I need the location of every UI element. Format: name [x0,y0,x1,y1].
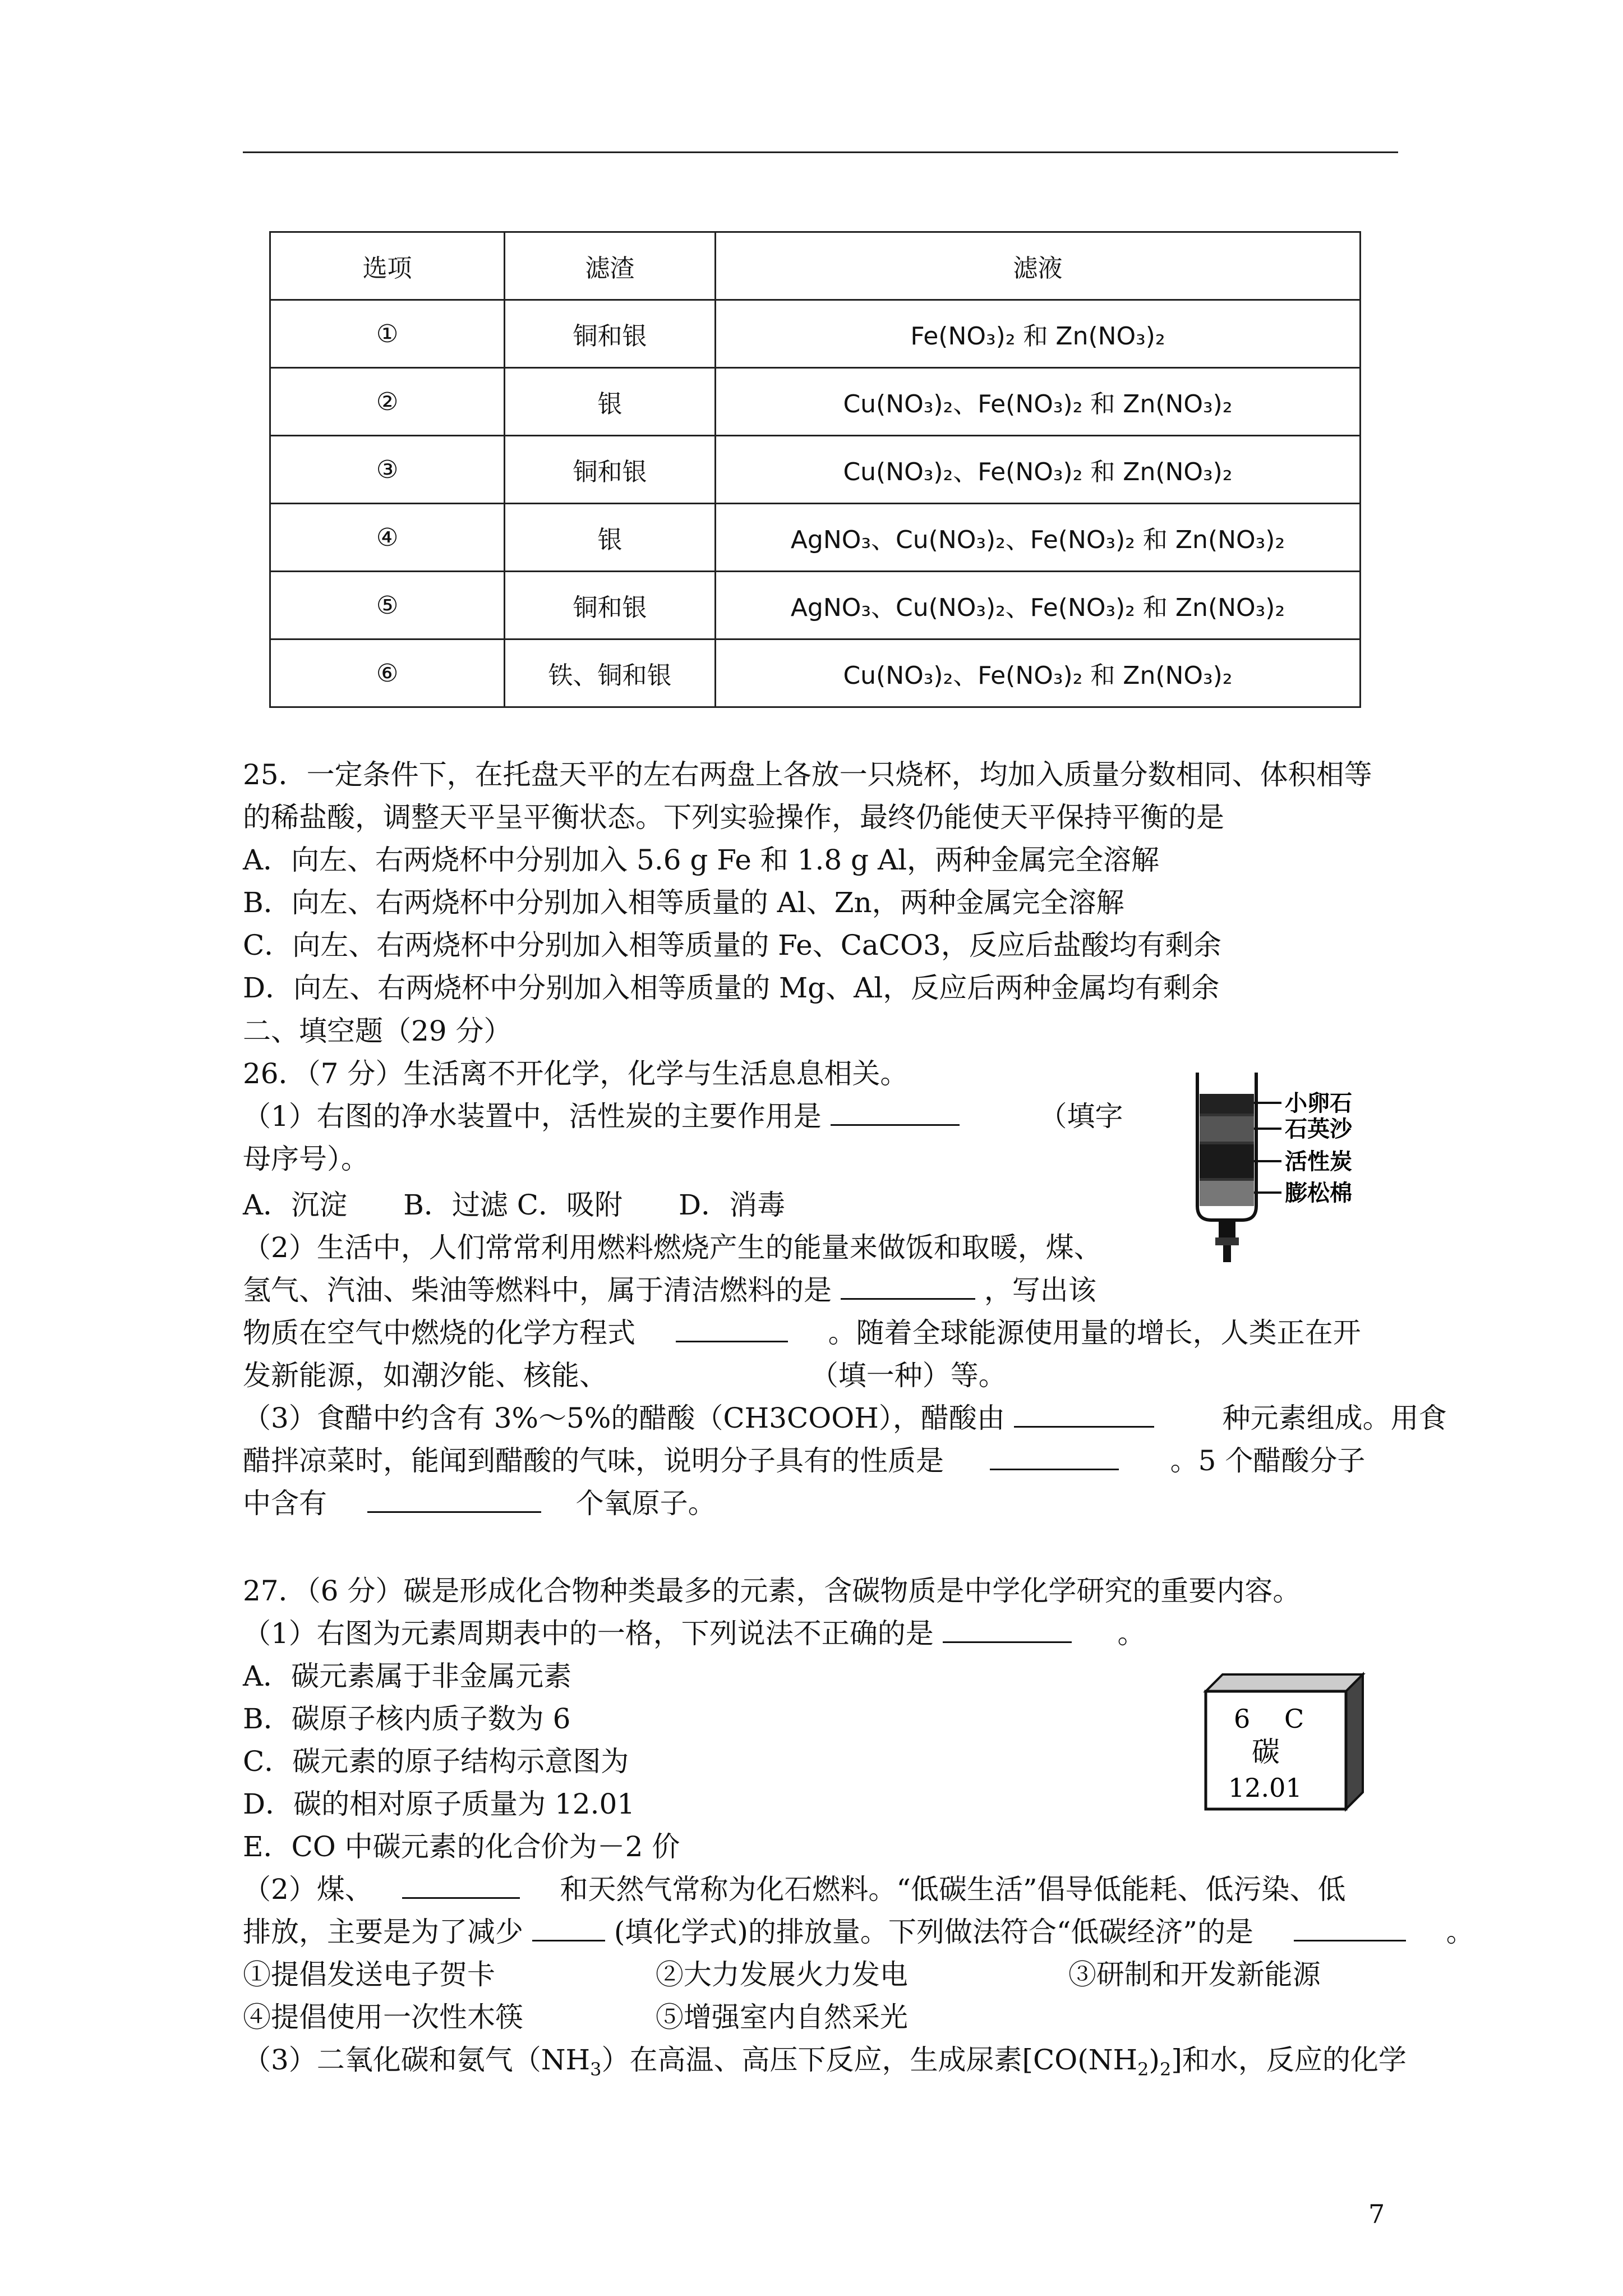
text: 发新能源，如潮汐能、核能、 [243,1359,607,1392]
table-cell: ② [270,368,505,436]
table-header: 选项 [270,232,505,300]
answer-blank[interactable] [943,1613,1072,1643]
text: 。 [1117,1617,1146,1650]
table-row [270,300,1361,368]
subscript: 3 [590,2059,602,2080]
q27-choices-row1 [243,1953,1321,1996]
answer-blank[interactable] [367,1483,541,1513]
q25-stem-cont: 的稀盐酸，调整天平呈平衡状态。下列实验操作，最终仍能使天平保持平衡的是 [243,801,1224,834]
text: 。5 个醋酸分子 [1170,1444,1366,1477]
table-cell: Fe(NO₃)₂ 和 Zn(NO₃)₂ [715,300,1360,368]
q25-option-d: D．向左、右两烧杯中分别加入相等质量的 Mg、Al，反应后两种金属均有剩余 [243,972,1220,1004]
text: ]和水，反应的化学 [1171,2044,1407,2076]
options-table [269,231,1361,708]
answer-blank[interactable] [1294,1912,1406,1941]
answer-blank[interactable] [402,1869,520,1899]
water-filter-icon [1186,1066,1382,1273]
table-cell: Cu(NO₃)₂、Fe(NO₃)₂ 和 Zn(NO₃)₂ [715,368,1360,436]
table-cell: 铜和银 [505,436,716,504]
filter-label: 石英沙 [1285,1116,1352,1142]
choice: ③研制和开发新能源 [1068,1958,1321,1991]
q27-part1 [243,1612,1146,1655]
text: 和天然气常称为化石燃料。“低碳生活”倡导低能耗、低污染、低 [560,1873,1346,1906]
table-cell: Cu(NO₃)₂、Fe(NO₃)₂ 和 Zn(NO₃)₂ [715,639,1360,707]
q27-part2 [243,1868,1346,1911]
text: 种元素组成。用食 [1222,1402,1447,1434]
q26-options: A．沉淀 B．过滤 C．吸附 D．消毒 [243,1189,786,1221]
q26-stem: 26．（7 分）生活离不开化学，化学与生活息息相关。 [243,1057,909,1090]
text: 。随着全球能源使用量的增长，人类正在开 [828,1317,1361,1349]
atomic-mass: 12.01 [1228,1773,1302,1803]
text: （3）食醋中约含有 3%～5%的醋酸（CH3COOH），醋酸由 [243,1402,1005,1434]
answer-blank[interactable] [990,1441,1119,1470]
table-cell: 银 [505,368,716,436]
text: 排放，主要是为了减少 [243,1916,523,1948]
table-cell: 铜和银 [505,572,716,639]
text: （填字 [1039,1100,1123,1133]
q26-part3-line2 [243,1439,1365,1482]
table-cell: ① [270,300,505,368]
text: （2）煤、 [243,1873,373,1906]
filter-label: 活性炭 [1285,1149,1352,1175]
text: 物质在空气中燃烧的化学方程式 [243,1317,635,1349]
q26-part3 [243,1397,1447,1439]
q25-option-b: B．向左、右两烧杯中分别加入相等质量的 Al、Zn，两种金属完全溶解 [243,886,1124,919]
table-row [270,368,1361,436]
table-cell: Cu(NO₃)₂、Fe(NO₃)₂ 和 Zn(NO₃)₂ [715,436,1360,504]
table-cell: ③ [270,436,505,504]
q26-part3-line3 [243,1482,716,1525]
table-row [270,639,1361,707]
table-cell: AgNO₃、Cu(NO₃)₂、Fe(NO₃)₂ 和 Zn(NO₃)₂ [715,504,1360,572]
subscript: 2 [1137,2059,1149,2080]
filter-label: 小卵石 [1285,1091,1352,1116]
table-row [270,572,1361,639]
choice: ④提倡使用一次性木筷 [243,2001,523,2033]
atomic-number: 6 [1234,1704,1251,1734]
text: （填一种）等。 [810,1359,1007,1392]
filter-label: 膨松棉 [1285,1180,1352,1206]
text: 。 [1446,1916,1474,1948]
table-cell: ⑥ [270,639,505,707]
text: （1）右图的净水装置中，活性炭的主要作用是 [243,1100,822,1133]
table-header: 滤液 [715,232,1360,300]
q27-option-a: A．碳元素属于非金属元素 [243,1660,572,1692]
table-row [270,504,1361,572]
text: 中含有 [243,1487,327,1520]
q27-part2-line2 [243,1911,1474,1953]
text: (填化学式)的排放量。下列做法符合“低碳经济”的是 [614,1916,1253,1948]
q27-stem: 27．（6 分）碳是形成化合物种类最多的元素，含碳物质是中学化学研究的重要内容。 [243,1575,1301,1607]
q27-option-c: C．碳元素的原子结构示意图为 [243,1745,629,1778]
text: ) [1149,2044,1160,2076]
q27-option-d: D．碳的相对原子质量为 12.01 [243,1788,635,1820]
answer-blank[interactable] [831,1096,960,1126]
text: （3）二氧化碳和氨气（NH [243,2044,591,2076]
text: ，写出该 [984,1274,1096,1306]
text: （1）右图为元素周期表中的一格，下列说法不正确的是 [243,1617,934,1650]
q25-stem: 25．一定条件下，在托盘天平的左右两盘上各放一只烧杯，均加入质量分数相同、体积相等 [243,758,1372,791]
q25-option-c: C．向左、右两烧杯中分别加入相等质量的 Fe、CaCO3，反应后盐酸均有剩余 [243,929,1221,961]
q26-part2-line2 [243,1269,1096,1312]
answer-blank[interactable] [1014,1398,1154,1428]
subscript: 2 [1160,2059,1172,2080]
table-cell: 铜和银 [505,300,716,368]
q26-part1 [243,1095,1123,1138]
q26-part2: （2）生活中，人们常常利用燃料燃烧产生的能量来做饭和取暖，煤、 [243,1231,1102,1264]
page-number: 7 [1368,2199,1385,2229]
choice: ⑤增强室内自然采光 [655,2001,908,2033]
text: ）在高温、高压下反应，生成尿素[CO(NH [601,2044,1138,2076]
q26-part2-line4 [243,1354,1007,1397]
element-symbol: C [1284,1704,1304,1734]
q25-option-a: A．向左、右两烧杯中分别加入 5.6 g Fe 和 1.8 g Al，两种金属完全溶解 [243,844,1160,876]
table-header-row [270,232,1361,300]
periodic-cell-icon [1200,1669,1368,1818]
table-cell: ⑤ [270,572,505,639]
table-row [270,436,1361,504]
table-cell: ④ [270,504,505,572]
q26-part1-cont: 母序号）。 [243,1143,369,1175]
answer-blank[interactable] [676,1313,788,1342]
q27-choices-row2 [243,1996,908,2039]
periodic-cell-figure [1200,1669,1368,1818]
answer-blank[interactable] [841,1270,975,1300]
choice: ①提倡发送电子贺卡 [243,1958,495,1991]
table-cell: 银 [505,504,716,572]
q27-part3 [243,2039,1407,2091]
q27-option-b: B．碳原子核内质子数为 6 [243,1703,571,1735]
text: 醋拌凉菜时，能闻到醋酸的气味，说明分子具有的性质是 [243,1444,944,1477]
text: 个氧原子。 [575,1487,716,1520]
answer-blank[interactable] [532,1912,605,1941]
choice: ②大力发展火力发电 [655,1958,908,1991]
text: 氢气、汽油、柴油等燃料中，属于清洁燃料的是 [243,1274,832,1306]
table-cell: AgNO₃、Cu(NO₃)₂、Fe(NO₃)₂ 和 Zn(NO₃)₂ [715,572,1360,639]
header-rule [243,151,1398,153]
q26-part2-line3 [243,1312,1361,1354]
water-filter-figure [1186,1066,1382,1273]
q27-option-e: E．CO 中碳元素的化合价为－2 价 [243,1830,680,1863]
section-heading: 二、填空题（29 分） [243,1015,512,1047]
element-name: 碳 [1252,1736,1280,1768]
table-header: 滤渣 [505,232,716,300]
table-cell: 铁、铜和银 [505,639,716,707]
